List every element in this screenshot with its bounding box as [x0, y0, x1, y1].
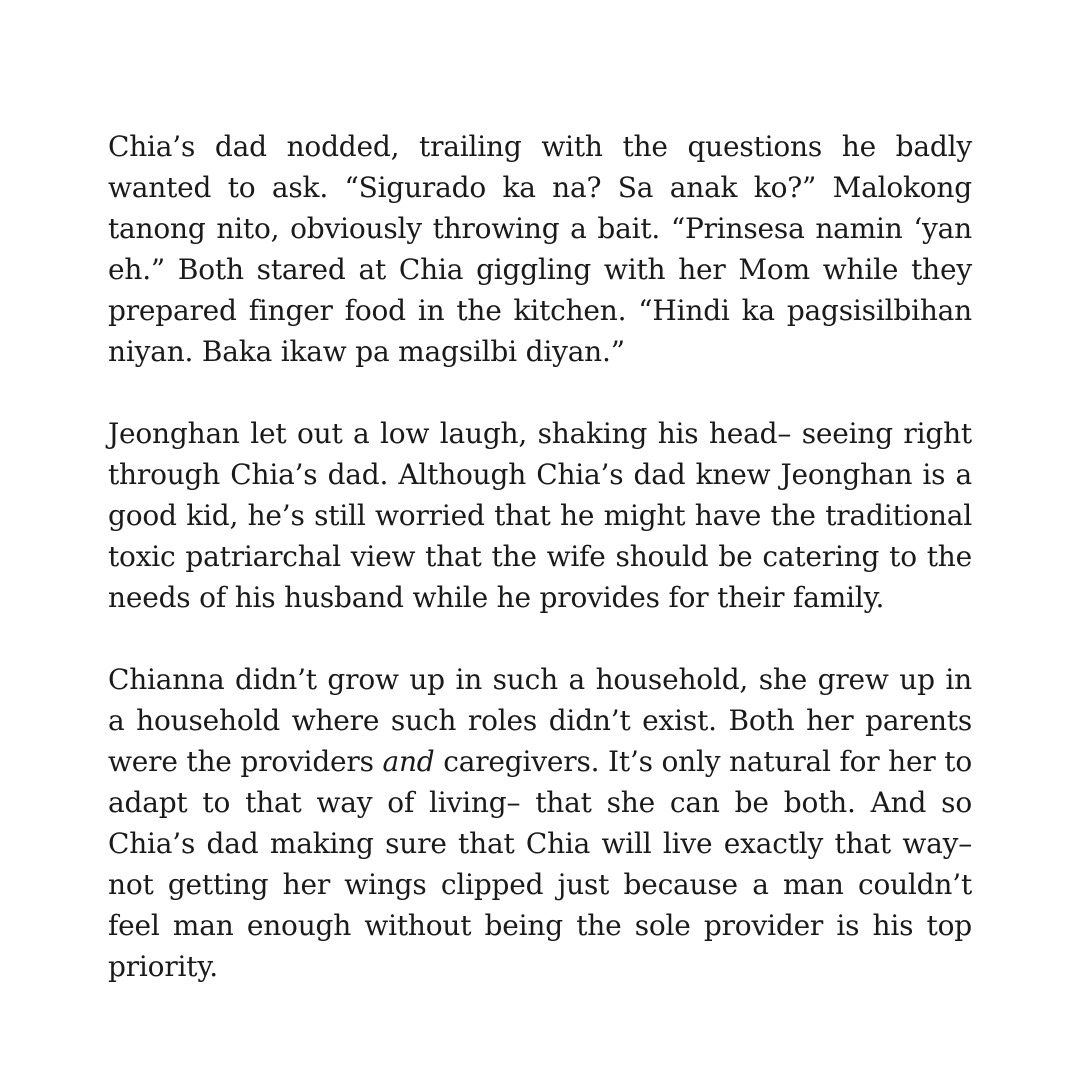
- paragraph-3: [108, 659, 972, 987]
- paragraph-3-text-end: caregivers. It’s only natural for her to adapt to that way of living– that she can be both. And so Chia’s dad making sure that Chia will live exactly that way– not getting her wings clipped just because a man couldn’t feel man enough without being the sole provider is his top priority.: [108, 745, 972, 983]
- paragraph-3-text-start: Chianna didn’t grow up in such a household, she grew up in a household where such roles didn’t exist. Both her parents were the providers: [108, 663, 972, 778]
- paragraph-3-italic-word: and: [382, 745, 435, 778]
- paragraph-1: [108, 126, 972, 372]
- paragraph-1-text: Chia’s dad nodded, trailing with the questions he badly wanted to ask. “Sigurado ka na? Sa anak ko?” Malokong tanong nito, obviously throwing a bait. “Prinsesa namin ‘yan eh.” Both stared at Chia giggling with her Mom while they prepared finger food in the kitchen. “Hindi ka pagsisilbihan niyan. Baka ikaw pa magsilbi diyan.”: [108, 130, 972, 368]
- paragraph-2: [108, 413, 972, 618]
- paragraph-2-text: Jeonghan let out a low laugh, shaking his head– seeing right through Chia’s dad. Although Chia’s dad knew Jeonghan is a good kid, he’s still worried that he might have the traditional toxic patriarchal view that the wife should be catering to the needs of his husband while he provides for their family.: [108, 417, 972, 614]
- story-text-page: [108, 126, 972, 987]
